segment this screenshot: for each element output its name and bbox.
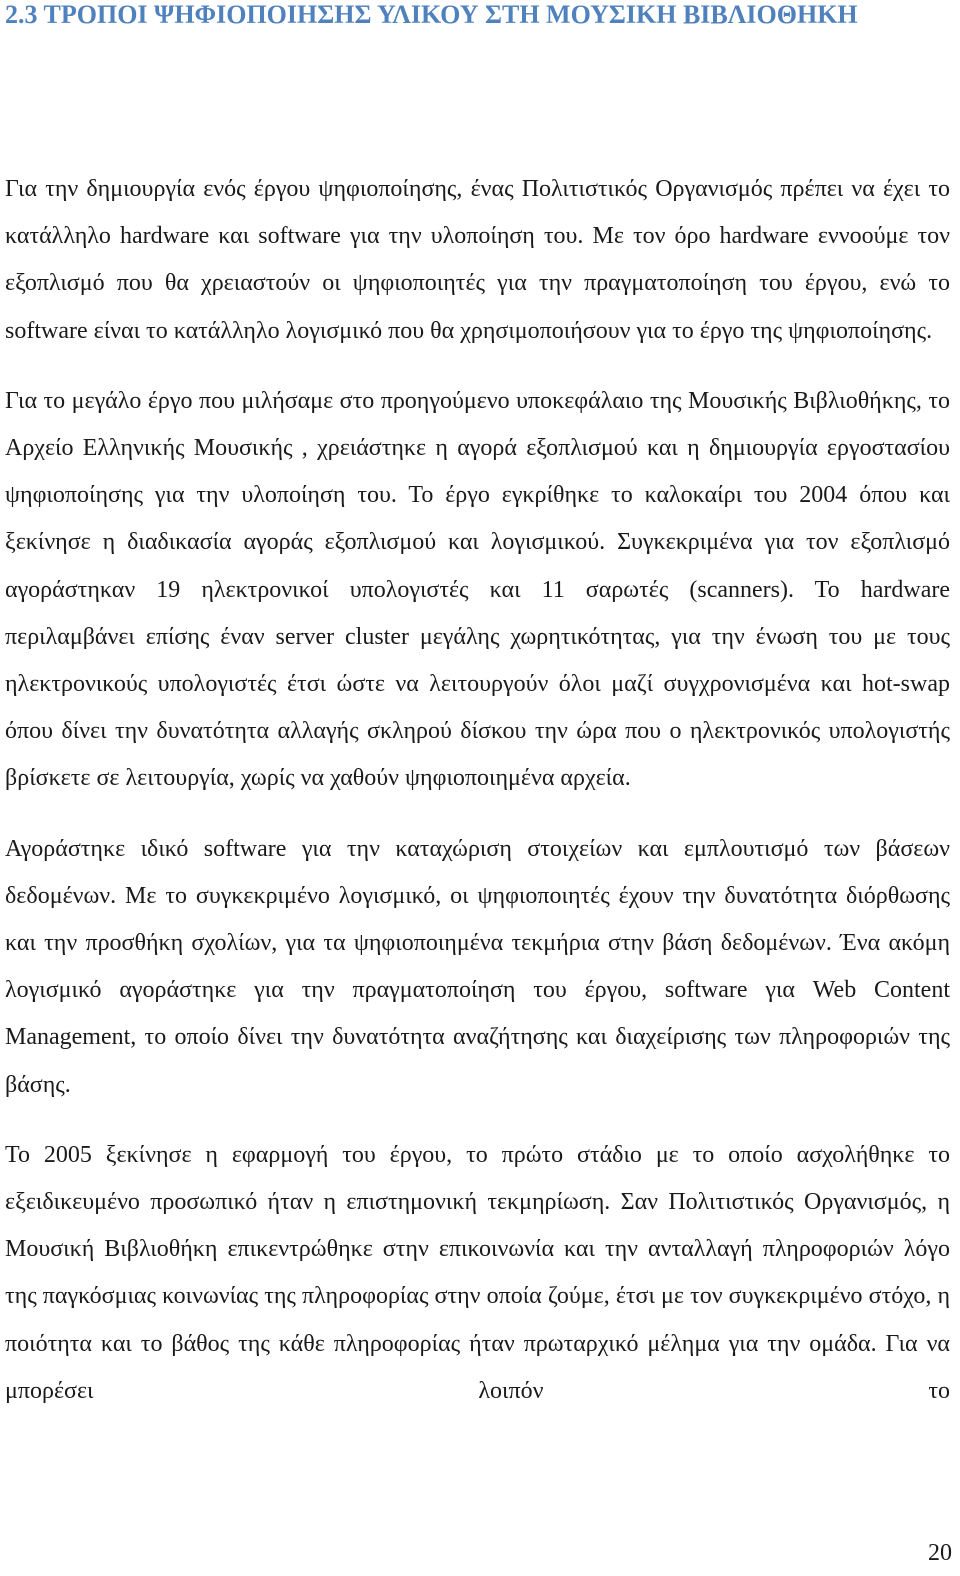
paragraph-3: Αγοράστηκε ιδικό software για την καταχώριση στοιχείων και εμπλουτισμό των βάσεων δεδομένων. Με το συγκεκριμένο λογισμικό, οι ψηφιοποιητές έχουν την δυνατότητα διόρθωσης και την προσθήκη σχολίων, για τα ψηφιοποιημένα τεκμήρια στην βάση δεδομένων. Ένα ακόμη λογισμικό αγοράστηκε για την πραγματοποίηση του έργου, software για Web Content Management, το οποίο δίνει την δυνατότητα αναζήτησης και διαχείρισης των πληροφοριών της βάσης. (5, 835, 950, 1098)
page-number: 20 (928, 1540, 952, 1566)
body-text (5, 166, 950, 1415)
paragraph-2: Για το μεγάλο έργο που μιλήσαμε στο προηγούμενο υποκεφάλαιο της Μουσικής Βιβλιοθήκης, το Αρχείο Ελληνικής Μουσικής , χρειάστηκε η αγορά εξοπλισμού και η δημιουργία εργοστασίου ψηφιοποίησης για την υλοποίηση του. Το έργο εγκρίθηκε το καλοκαίρι του 2004 όπου και ξεκίνησε η διαδικασία αγοράς εξοπλισμού και λογισμικού. Συγκεκριμένα για τον εξοπλισμό αγοράστηκαν 19 ηλεκτρονικοί υπολογιστές και 11 σαρωτές (scanners). Το hardware περιλαμβάνει επίσης έναν server cluster μεγάλης χωρητικότητας, για την ένωση του με τους ηλεκτρονικούς υπολογιστές έτσι ώστε να λειτουργούν όλοι μαζί συγχρονισμένα και hot-swap όπου δίνει την δυνατότητα αλλαγής σκληρού δίσκου την ώρα που ο ηλεκτρονικός υπολογιστής βρίσκετε σε λειτουργία, χωρίς να χαθούν ψηφιοποιημένα αρχεία. (5, 387, 950, 792)
paragraph-1: Για την δημιουργία ενός έργου ψηφιοποίησης, ένας Πολιτιστικός Οργανισμός πρέπει να έχει το κατάλληλο hardware και software για την υλοποίηση του. Με τον όρο hardware εννοούμε τον εξοπλισμό που θα χρειαστούν οι ψηφιοποιητές για την πραγματοποίηση του έργου, ενώ το software είναι το κατάλληλο λογισμικό που θα χρησιμοποιήσουν για το έργο της ψηφιοποίησης. (5, 176, 950, 344)
paragraph-4: Το 2005 ξεκίνησε η εφαρμογή του έργου, το πρώτο στάδιο με το οποίο ασχολήθηκε το εξειδικευμένο προσωπικό ήταν η επιστημονική τεκμηρίωση. Σαν Πολιτιστικός Οργανισμός, η Μουσική Βιβλιοθήκη επικεντρώθηκε στην επικοινωνία και την ανταλλαγή πληροφοριών λόγο της παγκόσμιας κοινωνίας της πληροφορίας στην οποία ζούμε, έτσι με τον συγκεκριμένο στόχο, η ποιότητα και το βάθος της κάθε πληροφορίας ήταν πρωταρχικό μέλημα για την ομάδα. Για να μπορέσει λοιπόν το (5, 1141, 950, 1404)
section-heading: 2.3 ΤΡΟΠΟΙ ΨΗΦΙΟΠΟΙΗΣΗΣ ΥΛΙΚΟΥ ΣΤΗ ΜΟΥΣΙΚΗ ΒΙΒΛΙΟΘΗΚΗ (5, 0, 858, 29)
